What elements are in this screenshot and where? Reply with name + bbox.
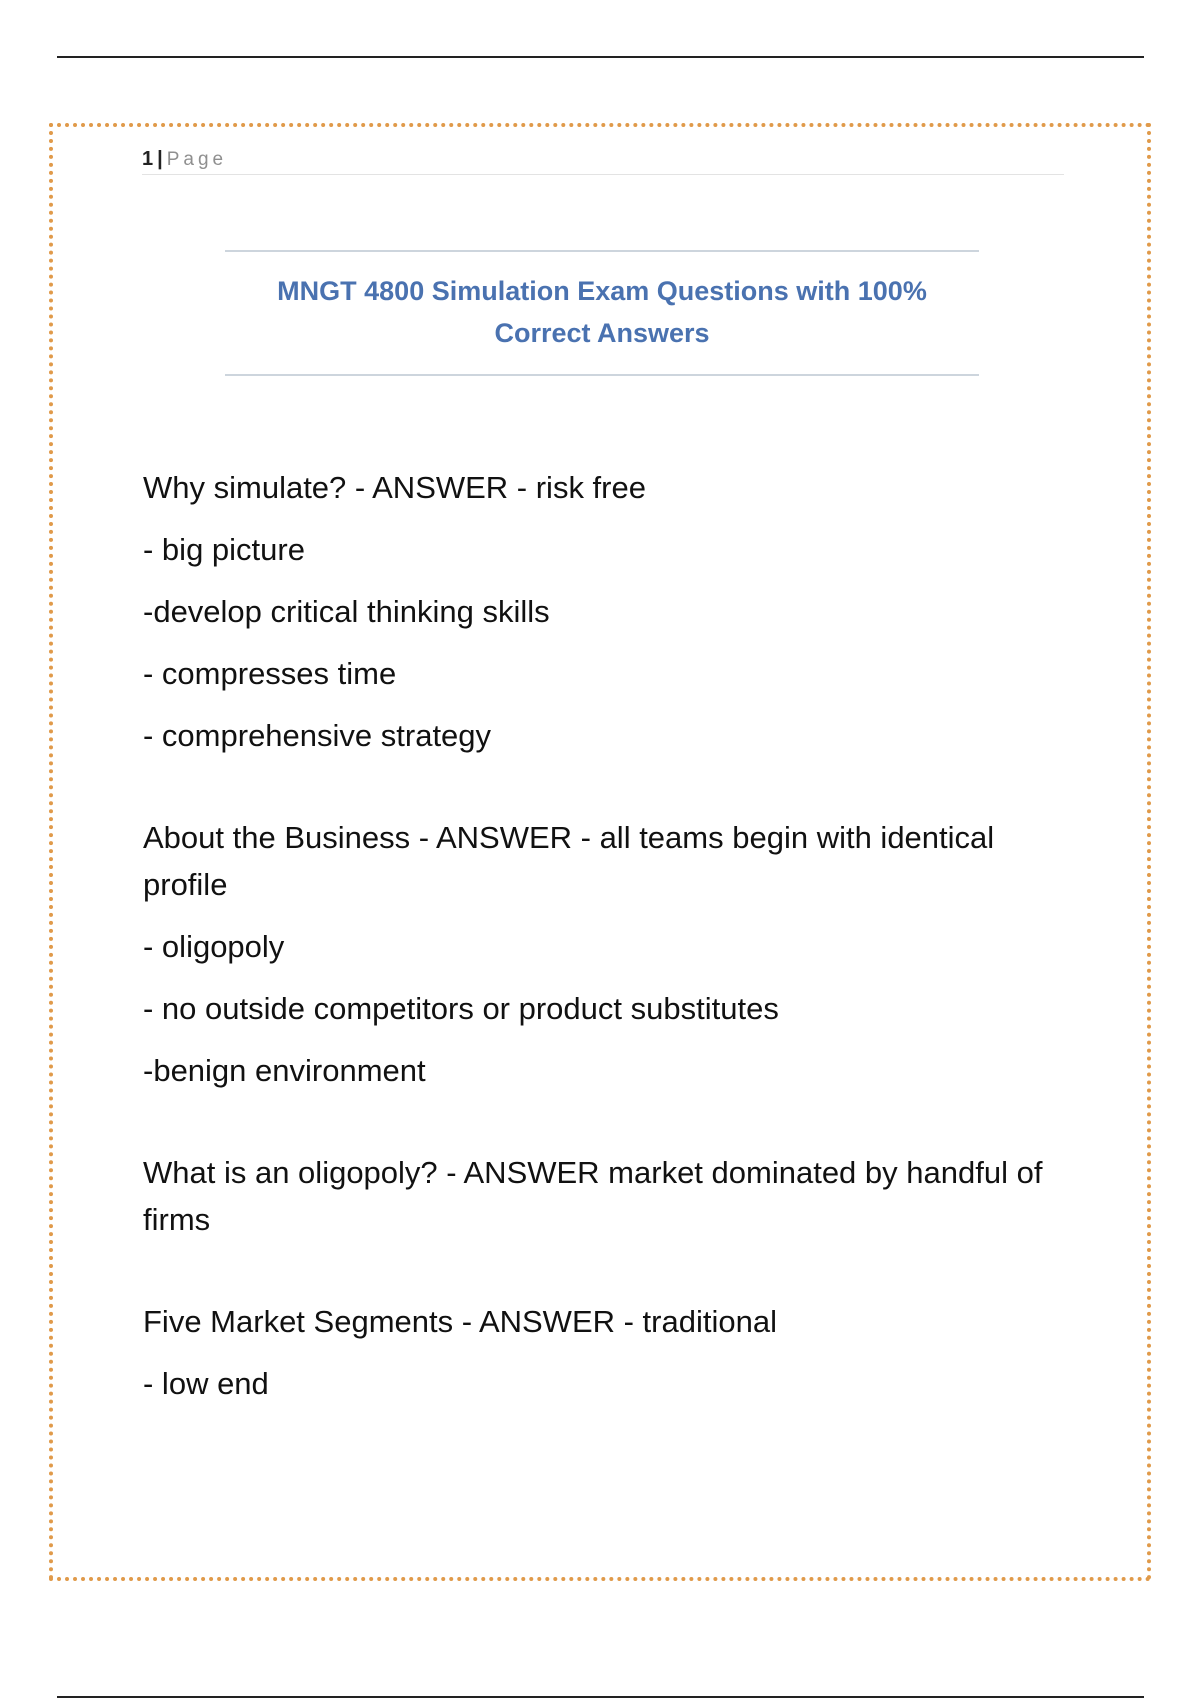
page-number: 1 xyxy=(142,148,154,170)
qa-line: Five Market Segments - ANSWER - traditional xyxy=(143,1304,777,1339)
qa-line: -develop critical thinking skills xyxy=(143,594,550,629)
qa-block-market-segments xyxy=(143,1298,1073,1407)
qa-line: -benign environment xyxy=(143,1053,426,1088)
qa-block-why-simulate xyxy=(143,464,1073,759)
qa-line: - big picture xyxy=(143,532,305,567)
document-title xyxy=(225,270,979,354)
qa-line: - comprehensive strategy xyxy=(143,718,492,753)
qa-line: - oligopoly xyxy=(143,929,285,964)
qa-line: What is an oligopoly? - ANSWER market dominated by handful of firms xyxy=(143,1155,1043,1237)
top-rule xyxy=(57,56,1144,58)
page-label: Page xyxy=(166,149,228,170)
title-rule-bottom xyxy=(225,374,979,376)
qa-line: - low end xyxy=(143,1366,269,1401)
document-title-line-2: Correct Answers xyxy=(494,318,710,348)
qa-block-about-business xyxy=(143,814,1073,1094)
qa-block-oligopoly xyxy=(143,1149,1073,1243)
page-header xyxy=(142,144,1064,175)
page-separator: | xyxy=(157,148,163,170)
title-rule-top xyxy=(225,250,979,252)
qa-line: Why simulate? - ANSWER - risk free xyxy=(143,470,646,505)
document-title-line-1: MNGT 4800 Simulation Exam Questions with 100% xyxy=(277,276,927,306)
qa-line: - compresses time xyxy=(143,656,397,691)
bottom-rule xyxy=(57,1696,1144,1698)
qa-line: - no outside competitors or product substitutes xyxy=(143,991,779,1026)
qa-line: About the Business - ANSWER - all teams begin with identical profile xyxy=(143,820,995,902)
qa-content xyxy=(143,464,1073,1462)
